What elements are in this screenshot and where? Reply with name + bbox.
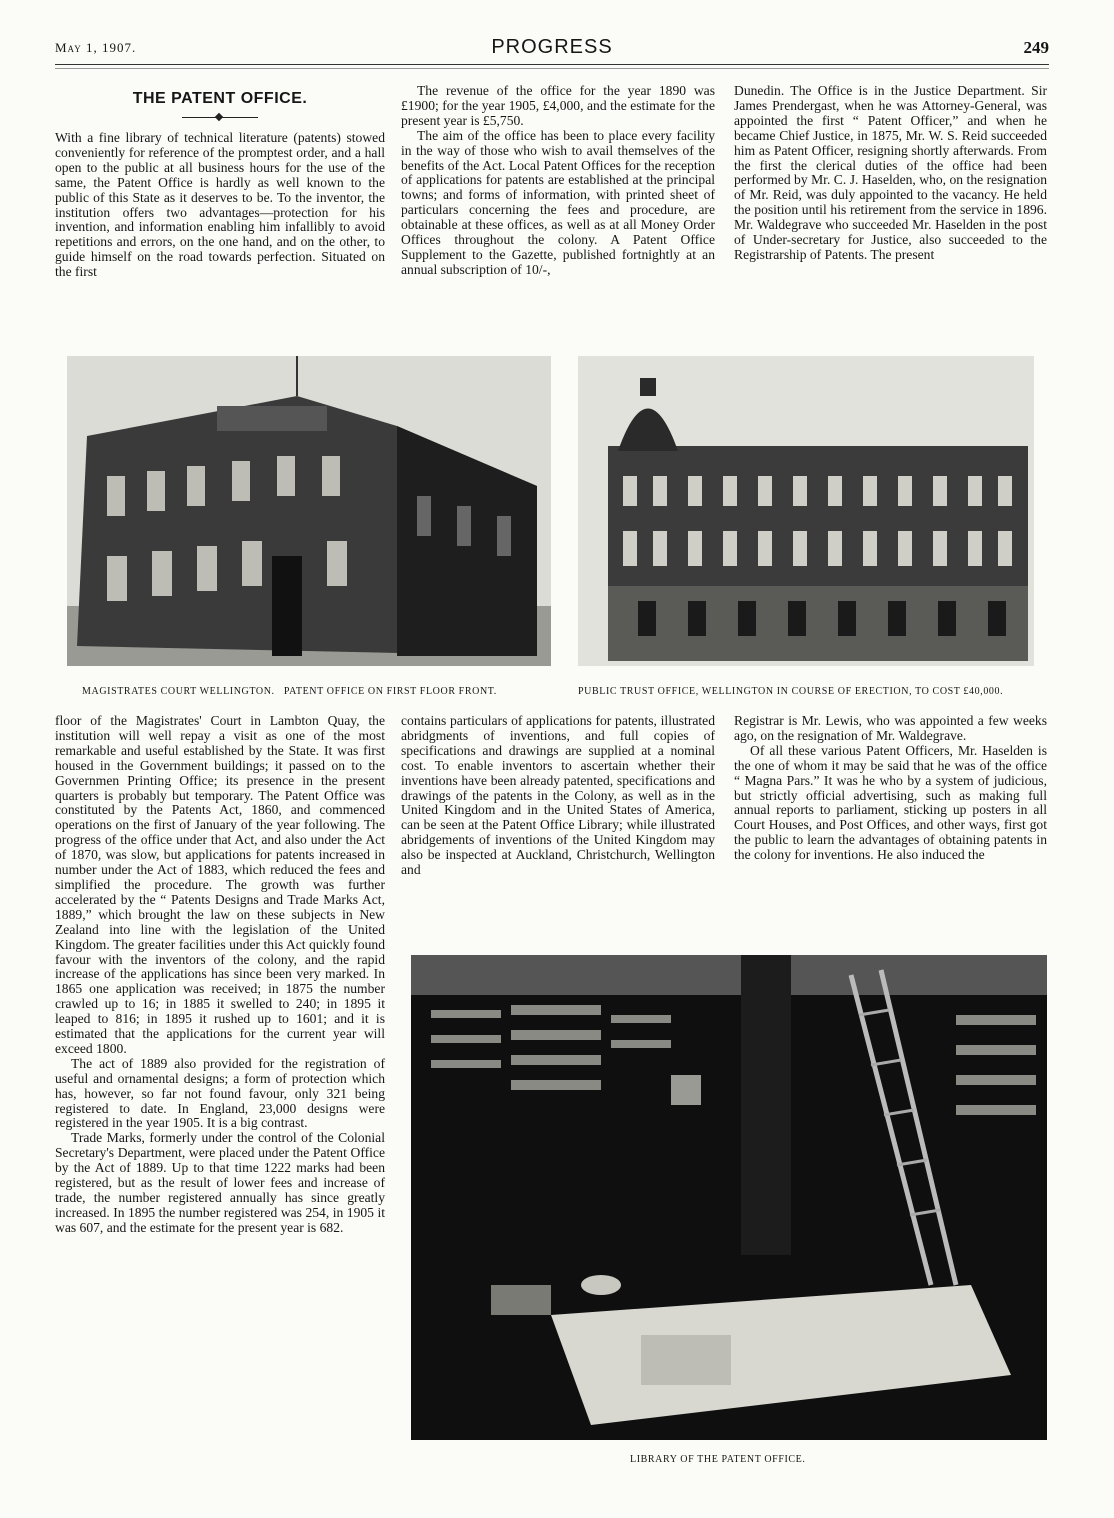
issue-date: May 1, 1907. (55, 40, 137, 55)
column-1-top (55, 131, 385, 280)
paragraph: Dunedin. The Office is in the Justice Department. Sir James Prendergast, when he was Attorney-General, was appointed the first “ Patent Officer,” and when he became Chief Justice, in 1875, Mr. W. S. Reid succeeded him as Patent Officer, resigning shortly afterwards. From the first the clerical duties of the office had been performed by Mr. C. J. Haselden, who, on the resignation of Mr. Reid, was duly appointed to the vacancy. He held the position until his retirement from the service in 1896. Mr. Waldegrave who succeeded Mr. Haselden in the post of Under-secretary for Justice, also succeeded to the Registrarship of Patents. The present (734, 83, 1047, 262)
column-2-top (401, 84, 715, 278)
paragraph: contains particulars of applications for patents, illustrated abridgments of inventions, and full copies of specifications and drawings are supplied at a nominal cost. To enable inventors to ascertain whether their inventions have been already patented, specifications and drawings of the patents in the Colony, as well as in the United Kingdom and in the United States of America, can be seen at the Patent Office Library; while illustrated abridgements of inventions of the United Kingdom may also be inspected at Auckland, Christchurch, Wellington and (401, 713, 715, 878)
library-caption: LIBRARY OF THE PATENT OFFICE. (630, 1454, 806, 1465)
column-1-bottom (55, 714, 385, 1236)
paragraph: Of all these various Patent Officers, Mr. Haselden is the one of whom it may be said that he was of the office “ Magna Pars.” It was he who by a system of judicious, but strictly official advertising, such as making full annual reports to parliament, sticking up posters in all Court Houses, and Post Offices, and other ways, first got the public to learn the advantages of obtaining patents in the colony for inventions. He also induced the (734, 742, 1047, 863)
title-ornament (182, 116, 258, 120)
paragraph: The aim of the office has been to place every facility in the way of those who wish to avail themselves of the benefits of the Act. Local Patent Offices for the reception of applications for patents are established at the principal towns; and forms of information, with printed sheet of particulars concerning the fees and procedure, are obtainable at these offices, as well as at all Money Order Offices throughout the colony. A Patent Office Supplement to the Gazette, published fortnightly at an annual subscription of 10/-, (401, 127, 715, 277)
running-header (55, 36, 1049, 62)
public-trust-caption: PUBLIC TRUST OFFICE, WELLINGTON IN COURSE OF ERECTION, TO COST £40,000. (578, 686, 1004, 697)
column-3-top (734, 84, 1047, 263)
header-rule (55, 64, 1049, 65)
paragraph: floor of the Magistrates' Court in Lambton Quay, the institution will well repay a visit as one of the most remarkable and useful established by the State. It was first housed in the Government buildings; it passed on to the Governmen Printing Office; its presence in the present quarters is probably but temporary. The Patent Office was constituted by the Patents Act, 1860, and commenced operations on the first of January of the year following. The progress of the office under that Act, and also under the Act of 1870, was slow, but applications for patents increased in number under the Act of 1883, which reduced the fees and simplified the procedure. The growth was further accelerated by the “ Patents Designs and Trade Marks Act, 1889,” which brought the law on these subjects in New Zealand into line with the legislation of the United Kingdom. The greater facilities under this Act quickly found favour with the inventors of the colony, and the rapid increase of the applications has since been very marked. In 1865 one application was received; in 1875 the number crawled up to 16; in 1885 it swelled to 240; in 1895 it leaped to 816; in 1895 it rushed up to 1601; and it is estimated that the applications for the current year will exceed 1800. (55, 713, 385, 1056)
article-title: THE PATENT OFFICE. (132, 90, 308, 107)
paragraph: With a fine library of technical literature (patents) stowed conveniently for reference of the promptest order, and a hall open to the public at all business hours for the use of the same, the Patent Office is hardly as well known to the public of this State as it deserves to be. To the inventor, the institution offers two advantages—protection for his invention, and information enabling him infallibly to avoid repetitions and errors, on the one hand, and on the other, to guide himself on the road towards perfection. Situated on the first (55, 130, 385, 280)
column-2-bottom (401, 714, 715, 878)
publication-title: PROGRESS (491, 36, 613, 58)
patent-office-library-photo (411, 955, 1047, 1440)
paragraph: The act of 1889 also provided for the registration of useful and ornamental designs; a form of protection which has, however, so far not found favour, only 321 being registered to date. In England, 23,000 designs were registered in the year 1905. It is a big contrast. (55, 1055, 385, 1131)
paragraph: Registrar is Mr. Lewis, who was appointed a few weeks ago, on the resignation of Mr. Waldegrave. (734, 713, 1047, 743)
magistrates-court-photo (67, 356, 551, 666)
paragraph: Trade Marks, formerly under the control of the Colonial Secretary's Department, were placed under the Patent Office by the Act of 1889. Up to that time 1222 marks had been registered, but as the result of lower fees and increase of trade, the number registered annually has since greatly increased. In 1895 the number registered was 254, in 1905 it was 607, and the estimate for the present year is 682. (55, 1130, 385, 1235)
header-rule-thin (55, 68, 1049, 69)
paragraph: The revenue of the office for the year 1890 was £1900; for the year 1905, £4,000, and the estimate for the present year is £5,750. (401, 83, 715, 128)
page-number: 249 (1023, 38, 1049, 57)
column-3-bottom (734, 714, 1047, 863)
public-trust-office-photo (578, 356, 1034, 666)
magistrates-court-caption: MAGISTRATES COURT WELLINGTON. PATENT OFFICE ON FIRST FLOOR FRONT. (82, 686, 497, 697)
